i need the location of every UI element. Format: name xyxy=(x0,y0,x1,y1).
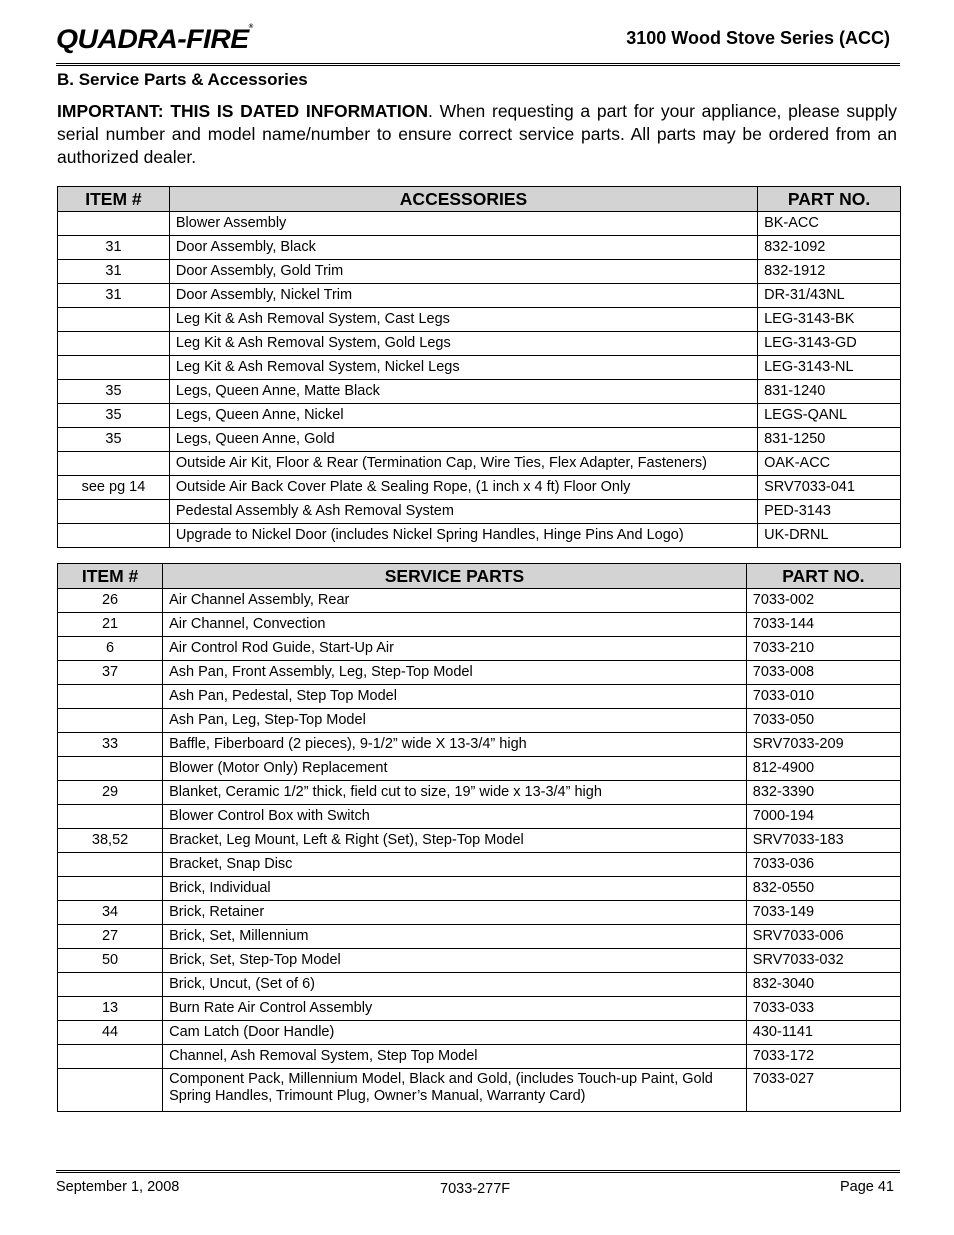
item-number-cell xyxy=(58,212,170,236)
accessories-table xyxy=(57,186,901,548)
description-cell: Burn Rate Air Control Assembly xyxy=(163,997,747,1021)
column-header-item: ITEM # xyxy=(58,187,170,212)
part-number-cell: 832-1912 xyxy=(758,260,901,284)
table-row xyxy=(58,757,901,781)
part-number-cell: 831-1240 xyxy=(758,380,901,404)
part-number-cell: UK-DRNL xyxy=(758,524,901,548)
part-number-cell: LEG-3143-BK xyxy=(758,308,901,332)
part-number-cell: DR-31/43NL xyxy=(758,284,901,308)
document-title: 3100 Wood Stove Series (ACC) xyxy=(626,28,890,48)
item-number-cell: 34 xyxy=(58,901,163,925)
part-number-cell: 7033-210 xyxy=(746,637,900,661)
table-row xyxy=(58,332,901,356)
item-number-cell xyxy=(58,332,170,356)
part-number-cell: 7033-149 xyxy=(746,901,900,925)
table-row xyxy=(58,589,901,613)
part-number-cell: SRV7033-006 xyxy=(746,925,900,949)
description-cell: Bracket, Leg Mount, Left & Right (Set), Step-Top Model xyxy=(163,829,747,853)
item-number-cell xyxy=(58,709,163,733)
important-label: IMPORTANT: THIS IS DATED INFORMATION xyxy=(57,101,428,121)
item-number-cell xyxy=(58,877,163,901)
part-number-cell: 832-0550 xyxy=(746,877,900,901)
item-number-cell: 31 xyxy=(58,284,170,308)
table-row xyxy=(58,476,901,500)
part-number-cell: SRV7033-032 xyxy=(746,949,900,973)
service-parts-table xyxy=(57,563,901,1112)
item-number-cell: 35 xyxy=(58,404,170,428)
part-number-cell: SRV7033-041 xyxy=(758,476,901,500)
column-header-service-parts: SERVICE PARTS xyxy=(163,564,747,589)
table-row xyxy=(58,829,901,853)
description-cell: Air Channel Assembly, Rear xyxy=(163,589,747,613)
table-row xyxy=(58,685,901,709)
item-number-cell xyxy=(58,757,163,781)
description-cell: Legs, Queen Anne, Matte Black xyxy=(169,380,757,404)
accessories-header-row xyxy=(58,187,901,212)
item-number-cell xyxy=(58,685,163,709)
description-cell: Ash Pan, Pedestal, Step Top Model xyxy=(163,685,747,709)
header-rule xyxy=(56,63,900,66)
item-number-cell: 50 xyxy=(58,949,163,973)
item-number-cell xyxy=(58,853,163,877)
description-cell: Upgrade to Nickel Door (includes Nickel Spring Handles, Hinge Pins And Logo) xyxy=(169,524,757,548)
footer-doc-number: 7033-277F xyxy=(440,1181,511,1197)
part-number-cell: 7033-008 xyxy=(746,661,900,685)
table-row xyxy=(58,1069,901,1112)
table-row xyxy=(58,901,901,925)
item-number-cell xyxy=(58,308,170,332)
item-number-cell: 13 xyxy=(58,997,163,1021)
description-cell: Door Assembly, Nickel Trim xyxy=(169,284,757,308)
description-cell: Legs, Queen Anne, Nickel xyxy=(169,404,757,428)
table-row xyxy=(58,1021,901,1045)
column-header-accessories: ACCESSORIES xyxy=(169,187,757,212)
table-row xyxy=(58,500,901,524)
footer-date: September 1, 2008 xyxy=(56,1179,180,1195)
column-header-part-no: PART NO. xyxy=(746,564,900,589)
description-cell: Outside Air Back Cover Plate & Sealing Rope, (1 inch x 4 ft) Floor Only xyxy=(169,476,757,500)
description-cell: Bracket, Snap Disc xyxy=(163,853,747,877)
part-number-cell: SRV7033-209 xyxy=(746,733,900,757)
table-row xyxy=(58,452,901,476)
table-row xyxy=(58,949,901,973)
description-cell: Blanket, Ceramic 1/2” thick, field cut to size, 19” wide x 13-3/4” high xyxy=(163,781,747,805)
description-cell: Legs, Queen Anne, Gold xyxy=(169,428,757,452)
item-number-cell xyxy=(58,452,170,476)
table-row xyxy=(58,428,901,452)
item-number-cell xyxy=(58,973,163,997)
table-row xyxy=(58,613,901,637)
item-number-cell: 29 xyxy=(58,781,163,805)
item-number-cell: 31 xyxy=(58,236,170,260)
table-row xyxy=(58,260,901,284)
description-cell: Blower Control Box with Switch xyxy=(163,805,747,829)
description-cell: Component Pack, Millennium Model, Black and Gold, (includes Touch-up Paint, Gold Spring Handles, Trimount Plug, Owner’s Manual, Warranty Card) xyxy=(163,1069,747,1112)
description-cell: Brick, Set, Millennium xyxy=(163,925,747,949)
description-cell: Leg Kit & Ash Removal System, Cast Legs xyxy=(169,308,757,332)
item-number-cell xyxy=(58,500,170,524)
item-number-cell: 37 xyxy=(58,661,163,685)
description-cell: Ash Pan, Leg, Step-Top Model xyxy=(163,709,747,733)
part-number-cell: PED-3143 xyxy=(758,500,901,524)
part-number-cell: 7033-050 xyxy=(746,709,900,733)
column-header-part-no: PART NO. xyxy=(758,187,901,212)
part-number-cell: 7033-036 xyxy=(746,853,900,877)
part-number-cell: 7033-010 xyxy=(746,685,900,709)
description-cell: Blower (Motor Only) Replacement xyxy=(163,757,747,781)
description-cell: Leg Kit & Ash Removal System, Gold Legs xyxy=(169,332,757,356)
service-parts-header-row xyxy=(58,564,901,589)
table-row xyxy=(58,877,901,901)
description-cell: Door Assembly, Gold Trim xyxy=(169,260,757,284)
part-number-cell: 812-4900 xyxy=(746,757,900,781)
description-cell: Ash Pan, Front Assembly, Leg, Step-Top Model xyxy=(163,661,747,685)
description-cell: Blower Assembly xyxy=(169,212,757,236)
part-number-cell: 7033-172 xyxy=(746,1045,900,1069)
part-number-cell: LEG-3143-GD xyxy=(758,332,901,356)
table-row xyxy=(58,805,901,829)
table-row xyxy=(58,284,901,308)
description-cell: Air Control Rod Guide, Start-Up Air xyxy=(163,637,747,661)
description-cell: Leg Kit & Ash Removal System, Nickel Legs xyxy=(169,356,757,380)
part-number-cell: 430-1141 xyxy=(746,1021,900,1045)
table-row xyxy=(58,733,901,757)
table-row xyxy=(58,1045,901,1069)
item-number-cell: 38,52 xyxy=(58,829,163,853)
table-row xyxy=(58,356,901,380)
description-cell: Brick, Retainer xyxy=(163,901,747,925)
part-number-cell: 7033-033 xyxy=(746,997,900,1021)
description-cell: Cam Latch (Door Handle) xyxy=(163,1021,747,1045)
table-row xyxy=(58,404,901,428)
description-cell: Baffle, Fiberboard (2 pieces), 9-1/2” wide X 13-3/4” high xyxy=(163,733,747,757)
item-number-cell: 21 xyxy=(58,613,163,637)
footer-page-number: Page 41 xyxy=(839,1179,894,1195)
table-row xyxy=(58,380,901,404)
table-row xyxy=(58,709,901,733)
item-number-cell: 6 xyxy=(58,637,163,661)
item-number-cell: 35 xyxy=(58,380,170,404)
part-number-cell: BK-ACC xyxy=(758,212,901,236)
item-number-cell xyxy=(58,1069,163,1112)
item-number-cell: 33 xyxy=(58,733,163,757)
description-cell: Brick, Set, Step-Top Model xyxy=(163,949,747,973)
description-cell: Channel, Ash Removal System, Step Top Model xyxy=(163,1045,747,1069)
part-number-cell: LEGS-QANL xyxy=(758,404,901,428)
part-number-cell: 832-3040 xyxy=(746,973,900,997)
quadra-fire-logo: QUADRA-FIRE® xyxy=(56,24,253,54)
description-cell: Brick, Individual xyxy=(163,877,747,901)
table-row xyxy=(58,973,901,997)
section-heading: B. Service Parts & Accessories xyxy=(57,70,308,89)
part-number-cell: 831-1250 xyxy=(758,428,901,452)
description-cell: Outside Air Kit, Floor & Rear (Termination Cap, Wire Ties, Flex Adapter, Fasteners) xyxy=(169,452,757,476)
part-number-cell: 7033-027 xyxy=(746,1069,900,1112)
column-header-item: ITEM # xyxy=(58,564,163,589)
description-cell: Door Assembly, Black xyxy=(169,236,757,260)
part-number-cell: 7033-144 xyxy=(746,613,900,637)
part-number-cell: 7033-002 xyxy=(746,589,900,613)
item-number-cell: 44 xyxy=(58,1021,163,1045)
table-row xyxy=(58,308,901,332)
part-number-cell: 832-1092 xyxy=(758,236,901,260)
description-cell: Air Channel, Convection xyxy=(163,613,747,637)
item-number-cell: 27 xyxy=(58,925,163,949)
item-number-cell xyxy=(58,805,163,829)
description-cell: Pedestal Assembly & Ash Removal System xyxy=(169,500,757,524)
table-row xyxy=(58,637,901,661)
footer-rule xyxy=(56,1170,900,1173)
table-row xyxy=(58,661,901,685)
item-number-cell xyxy=(58,356,170,380)
table-row xyxy=(58,925,901,949)
table-row xyxy=(58,524,901,548)
item-number-cell: 31 xyxy=(58,260,170,284)
table-row xyxy=(58,781,901,805)
part-number-cell: SRV7033-183 xyxy=(746,829,900,853)
table-row xyxy=(58,853,901,877)
table-row xyxy=(58,236,901,260)
part-number-cell: LEG-3143-NL xyxy=(758,356,901,380)
item-number-cell xyxy=(58,524,170,548)
important-text: . When requesting a part for your appliance, please supply serial number and model name/number to ensure correct service parts. All parts may be ordered from an authorized dealer. xyxy=(57,101,897,167)
important-notice xyxy=(57,100,897,169)
part-number-cell: 7000-194 xyxy=(746,805,900,829)
item-number-cell xyxy=(58,1045,163,1069)
part-number-cell: 832-3390 xyxy=(746,781,900,805)
item-number-cell: 35 xyxy=(58,428,170,452)
item-number-cell: 26 xyxy=(58,589,163,613)
item-number-cell: see pg 14 xyxy=(58,476,170,500)
part-number-cell: OAK-ACC xyxy=(758,452,901,476)
description-cell: Brick, Uncut, (Set of 6) xyxy=(163,973,747,997)
table-row xyxy=(58,997,901,1021)
table-row xyxy=(58,212,901,236)
